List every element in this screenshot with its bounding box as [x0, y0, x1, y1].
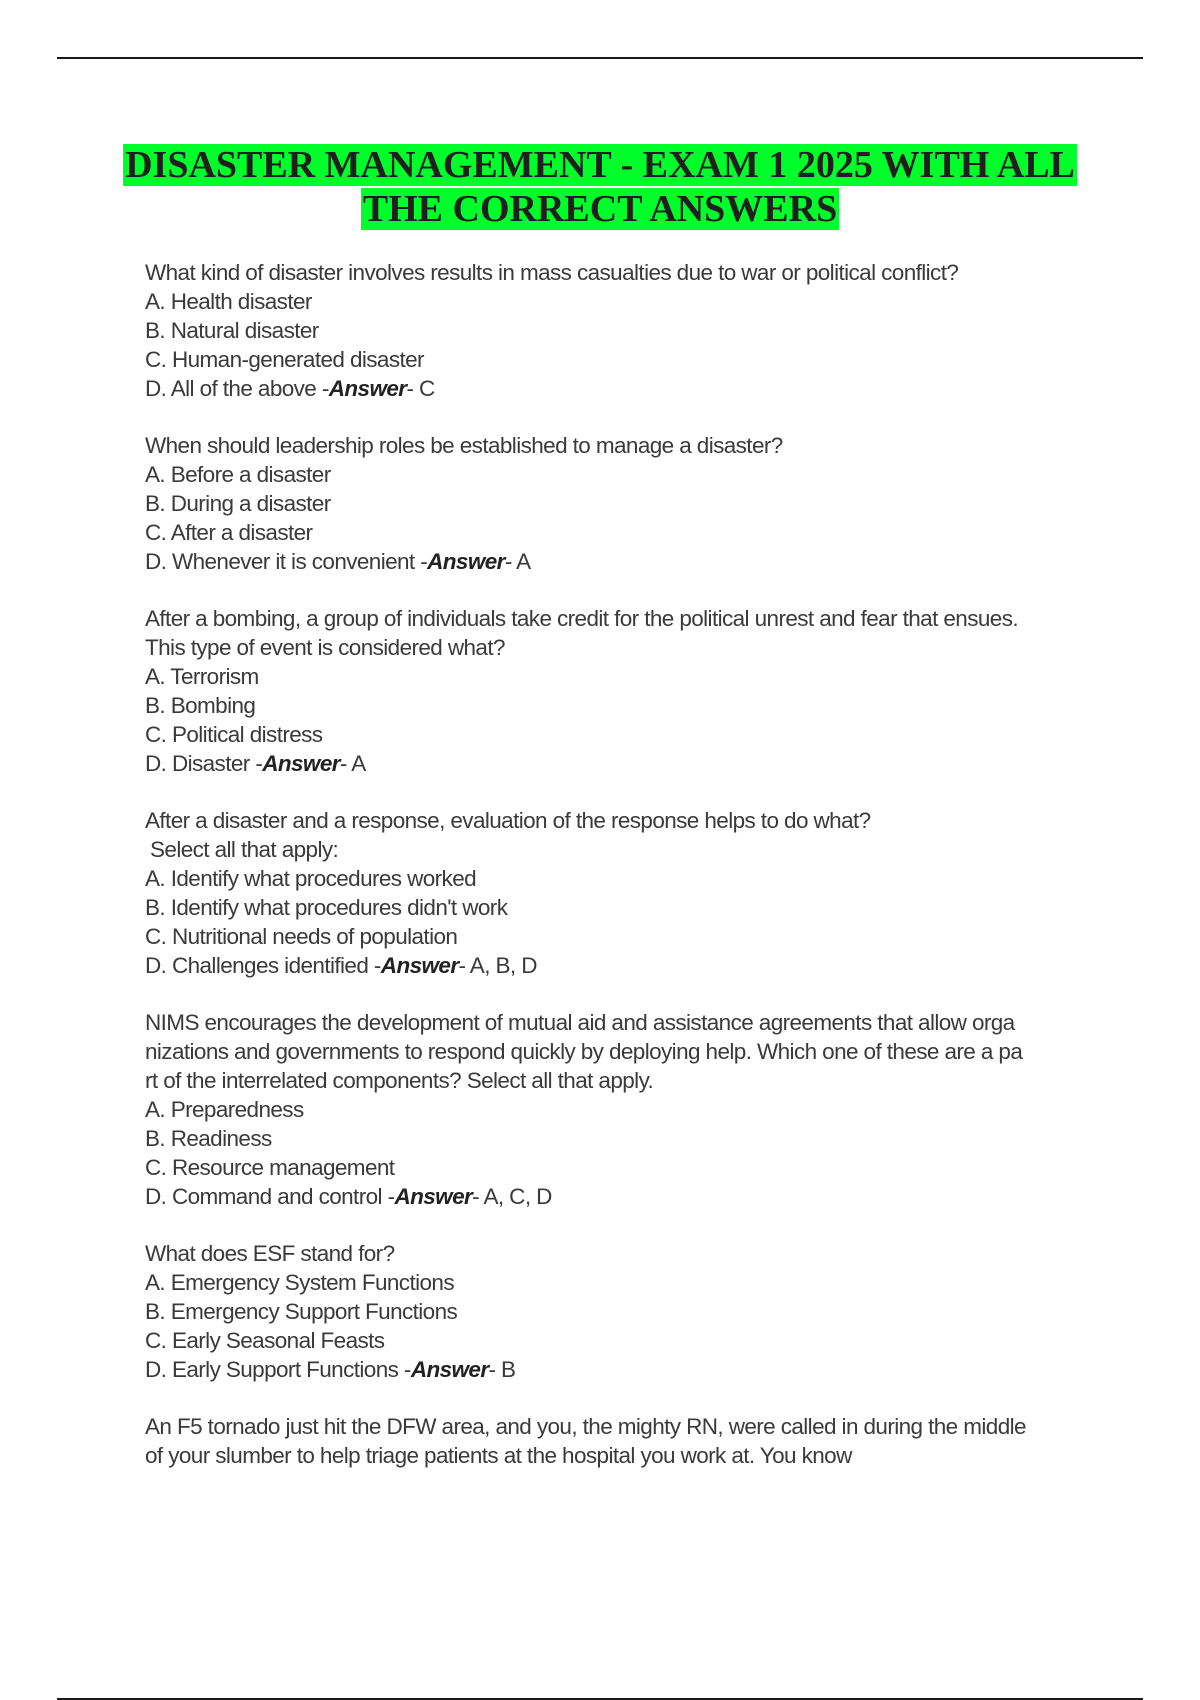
option-d: D. Disaster - — [145, 751, 263, 776]
question-stem-continued: rt of the interrelated components? Select all that apply. — [145, 1068, 654, 1093]
question-block — [145, 806, 1090, 980]
question-stem: When should leadership roles be established to manage a disaster? — [145, 433, 783, 458]
question-list — [145, 258, 1090, 1498]
option-d: D. Whenever it is convenient - — [145, 549, 428, 574]
option-d-with-answer — [145, 749, 1090, 778]
answer-label: Answer — [394, 1184, 473, 1209]
option-b: B. Natural disaster — [145, 318, 319, 343]
question-block — [145, 431, 1090, 576]
answer-value: - A, B, D — [458, 953, 537, 978]
answer-value: - A — [504, 549, 531, 574]
answer-label: Answer — [328, 376, 407, 401]
question-block — [145, 1008, 1090, 1211]
title-line-2: THE CORRECT ANSWERS — [362, 188, 838, 230]
option-a: A. Health disaster — [145, 289, 312, 314]
option-b: B. Bombing — [145, 693, 256, 718]
answer-label: Answer — [380, 953, 459, 978]
question-stem: What does ESF stand for? — [145, 1241, 395, 1266]
option-d: D. Command and control - — [145, 1184, 395, 1209]
option-c: C. Resource management — [145, 1155, 395, 1180]
option-a: A. Preparedness — [145, 1097, 304, 1122]
option-d-with-answer — [145, 1355, 1090, 1384]
option-b: B. Emergency Support Functions — [145, 1299, 458, 1324]
option-b: B. Identify what procedures didn't work — [145, 895, 508, 920]
document-title — [100, 143, 1100, 231]
question-stem-continued: nizations and governments to respond quickly by deploying help. Which one of these are a pa — [145, 1039, 1023, 1064]
option-c: C. Early Seasonal Feasts — [145, 1328, 385, 1353]
question-stem-continued: of your slumber to help triage patients at the hospital you work at. You know — [145, 1443, 852, 1468]
option-d-with-answer — [145, 547, 1090, 576]
question-instruction: Select all that apply: — [150, 837, 339, 862]
question-stem: After a bombing, a group of individuals take credit for the political unrest and fear that ensues. — [145, 606, 1018, 631]
option-a: A. Before a disaster — [145, 462, 331, 487]
question-block — [145, 1239, 1090, 1384]
question-block — [145, 604, 1090, 778]
option-d-with-answer — [145, 374, 1090, 403]
option-b: B. During a disaster — [145, 491, 331, 516]
answer-label: Answer — [410, 1357, 489, 1382]
option-d: D. Early Support Functions - — [145, 1357, 411, 1382]
answer-value: - C — [406, 376, 435, 401]
option-c: C. Nutritional needs of population — [145, 924, 458, 949]
answer-value: - A, C, D — [472, 1184, 552, 1209]
answer-value: - A — [339, 751, 366, 776]
option-c: C. Political distress — [145, 722, 323, 747]
option-c: C. After a disaster — [145, 520, 313, 545]
top-divider — [57, 57, 1143, 59]
question-stem: An F5 tornado just hit the DFW area, and you, the mighty RN, were called in during the middle — [145, 1414, 1026, 1439]
question-stem: NIMS encourages the development of mutual aid and assistance agreements that allow orga — [145, 1010, 1015, 1035]
title-line-1: DISASTER MANAGEMENT - EXAM 1 2025 WITH ALL — [125, 144, 1075, 186]
option-b: B. Readiness — [145, 1126, 272, 1151]
option-a: A. Emergency System Functions — [145, 1270, 454, 1295]
option-d-with-answer — [145, 951, 1090, 980]
option-d-with-answer — [145, 1182, 1090, 1211]
question-block — [145, 1412, 1090, 1470]
question-stem: What kind of disaster involves results in mass casualties due to war or political conflict? — [145, 260, 959, 285]
option-d: D. Challenges identified - — [145, 953, 381, 978]
option-c: C. Human-generated disaster — [145, 347, 424, 372]
question-block — [145, 258, 1090, 403]
option-d: D. All of the above - — [145, 376, 329, 401]
answer-value: - B — [488, 1357, 516, 1382]
answer-label: Answer — [262, 751, 340, 776]
question-stem: After a disaster and a response, evaluation of the response helps to do what? — [145, 808, 871, 833]
option-a: A. Identify what procedures worked — [145, 866, 477, 891]
answer-label: Answer — [427, 549, 505, 574]
option-a: A. Terrorism — [145, 664, 259, 689]
question-stem-continued: This type of event is considered what? — [145, 635, 505, 660]
